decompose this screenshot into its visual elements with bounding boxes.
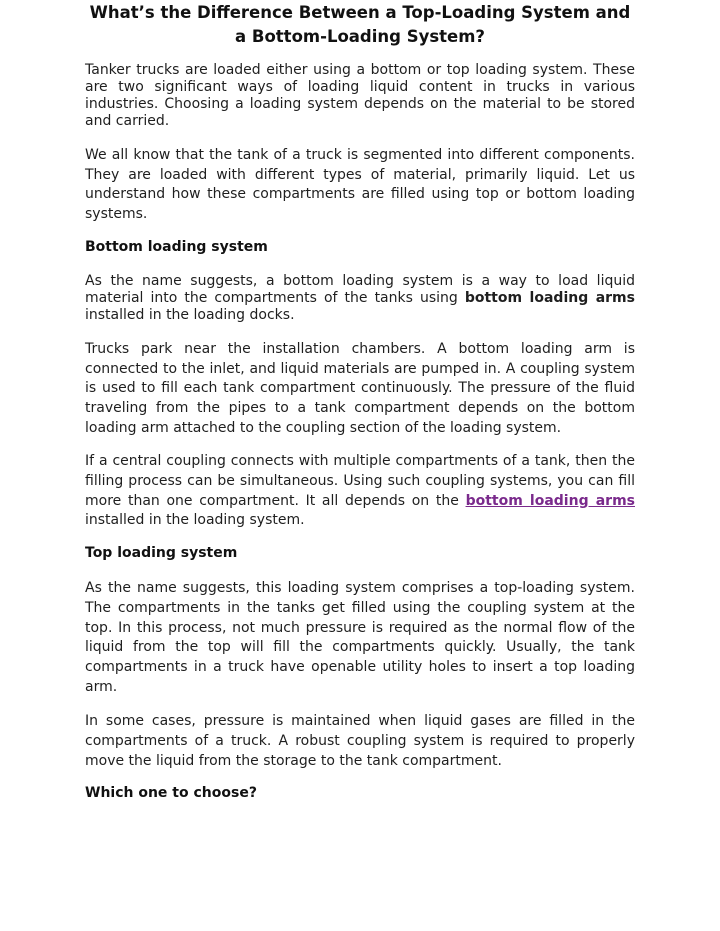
central-coupling-text: If a central coupling connects with multiple compartments of a tank, then the filling process can be simultaneous. Using such coupling systems, you can fill more than one compartment. It all depends on the bbox=[85, 453, 635, 509]
title-line-1: What’s the Difference Between a Top-Loading System and bbox=[89, 3, 631, 22]
page-title bbox=[60, 1, 660, 49]
heading-bottom-loading: Bottom loading system bbox=[85, 238, 268, 255]
bottom-intro-paragraph bbox=[85, 273, 635, 324]
title-line-2: a Bottom-Loading System? bbox=[235, 27, 485, 46]
heading-top-loading: Top loading system bbox=[85, 545, 238, 562]
bottom-intro-text-end: installed in the loading docks. bbox=[85, 306, 295, 323]
article-body bbox=[85, 62, 635, 802]
central-coupling-text-end: installed in the loading system. bbox=[85, 512, 305, 529]
central-coupling-paragraph bbox=[85, 452, 635, 531]
segments-paragraph: We all know that the tank of a truck is segmented into different components. They are loaded with different types of material, primarily liquid. Let us understand how these compartments are filled using top or bottom loading systems. bbox=[85, 147, 635, 223]
top-loading-paragraph: As the name suggests, this loading system comprises a top-loading system. The compartments in the tanks get filled using the coupling system at the top. In this process, not much pressure is required as the normal flow of the liquid from the top will fill the compartments quickly. Usually, the tank compartments in a truck have openable utility holes to insert a top loading arm. bbox=[85, 580, 635, 695]
heading-which-to-choose: Which one to choose? bbox=[85, 785, 257, 802]
intro-paragraph: Tanker trucks are loaded either using a bottom or top loading system. These are two significant ways of loading liquid content in trucks in various industries. Choosing a loading system depends on the material to be stored and carried. bbox=[85, 62, 635, 129]
bottom-loading-arms-link[interactable]: bottom loading arms bbox=[465, 492, 635, 509]
bottom-intro-text: As the name suggests, a bottom loading system is a way to load liquid material into the compartments of the tanks using bbox=[85, 272, 635, 306]
pressure-paragraph: In some cases, pressure is maintained when liquid gases are filled in the compartments of a truck. A robust coupling system is required to properly move the liquid from the storage to the tank compartment. bbox=[85, 713, 635, 769]
bottom-loading-arms-bold: bottom loading arms bbox=[464, 289, 635, 306]
trucks-park-paragraph: Trucks park near the installation chambers. A bottom loading arm is connected to the inlet, and liquid materials are pumped in. A coupling system is used to fill each tank compartment continuously. The pressure of the fluid traveling from the pipes to a tank compartment depends on the bottom loading arm attached to the coupling section of the loading system. bbox=[85, 340, 635, 436]
